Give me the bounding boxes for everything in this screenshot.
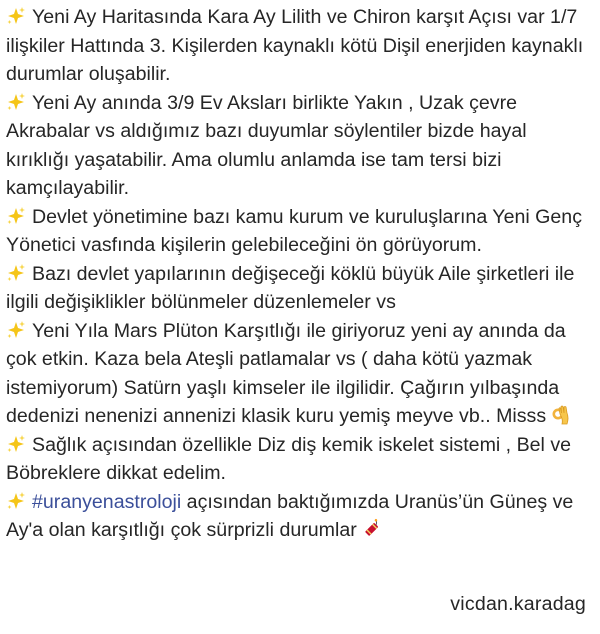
paragraph-text: Yeni Ay anında 3/9 Ev Aksları birlikte Yakın , Uzak çevre Akrabalar vs aldığımız bazı duyumlar söylentiler bizde hayal kırıklığı yaşatabilir. Ama olumlu anlamda ise tam tersi bizi kamçılayabilir. bbox=[6, 91, 527, 199]
sparkles-icon bbox=[6, 320, 26, 340]
paragraph-4 bbox=[6, 260, 594, 317]
ok-hand-icon bbox=[550, 404, 572, 426]
paragraph-text: açısından baktığımızda Uranüs’ün Güneş ve Ay'a olan karşıtlığı çok sürprizli durumlar bbox=[6, 490, 574, 541]
paragraph-text: Yeni Ay Haritasında Kara Ay Lilith ve Chiron karşıt Açısı var 1/7 ilişkiler Hattında 3. Kişilerden kaynaklı kötü Dişil enerjiden kaynaklı durumlar oluşabilir. bbox=[6, 6, 584, 85]
paragraph-text: Sağlık açısından özellikle Diz diş kemik iskelet sistemi , Bel ve Böbreklere dikkat edelim. bbox=[6, 433, 572, 484]
sparkles-icon bbox=[6, 6, 26, 26]
paragraph-text: Devlet yönetimine bazı kamu kurum ve kuruluşlarına Yeni Genç Yönetici vasfında kişilerin gelebileceğini ön görüyorum. bbox=[6, 205, 582, 256]
sparkles-icon bbox=[6, 92, 26, 112]
hashtag-link[interactable]: #uranyenastroloji bbox=[32, 490, 182, 513]
paragraph-1 bbox=[6, 3, 594, 89]
sparkles-icon bbox=[6, 206, 26, 226]
paragraph-text: Yeni Yıla Mars Plüton Karşıtlığı ile giriyoruz yeni ay anında da çok etkin. Kaza bela Ateşli patlamalar vs ( daha kötü yazmak istemiyorum) Satürn yaşlı kimseler ile ilgilidir. Çağırın yılbaşında dedenizi nenenizi annenizi klasik kuru yemiş meyve vb.. Misss bbox=[6, 319, 566, 427]
paragraph-2 bbox=[6, 89, 594, 203]
username-watermark: vicdan.karadag bbox=[450, 593, 586, 615]
sparkles-icon bbox=[6, 434, 26, 454]
paragraph-7 bbox=[6, 488, 594, 545]
paragraph-text: Bazı devlet yapılarının değişeceği köklü büyük Aile şirketleri ile ilgili değişiklikler bölünmeler düzenlemeler vs bbox=[6, 262, 575, 313]
paragraph-6 bbox=[6, 431, 594, 488]
firecracker-icon bbox=[361, 518, 383, 540]
paragraph-3 bbox=[6, 203, 594, 260]
sparkles-icon bbox=[6, 263, 26, 283]
paragraph-5 bbox=[6, 317, 594, 431]
sparkles-icon bbox=[6, 491, 26, 511]
